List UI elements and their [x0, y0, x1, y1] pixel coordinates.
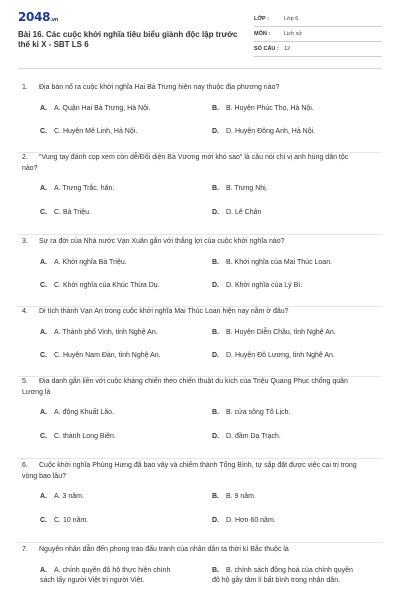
question-prompt: Di tích thành Vạn An trong cuộc khởi nghĩa Mai Thúc Loan hiện nay nằm ở đâu?	[39, 308, 289, 315]
option-letter: C.	[40, 352, 47, 359]
question-number: 4.	[22, 308, 28, 315]
option-text: B. Huyện Diễn Châu, tỉnh Nghệ An.	[226, 329, 336, 336]
info-row-subject: MÔN : Lịch sử	[254, 27, 382, 42]
answer-option-c[interactable]	[40, 516, 185, 526]
option-text: A. 3 năm.	[54, 493, 84, 500]
answer-option-c[interactable]	[40, 208, 185, 218]
option-letter: A.	[40, 567, 47, 574]
option-text: D. Lê Chân	[226, 209, 262, 216]
option-text: A. Trưng Trắc. hăn.	[54, 185, 115, 192]
option-text: C. Huyện Mê Linh, Hà Nội.	[54, 128, 138, 135]
answer-option-b[interactable]	[212, 566, 357, 586]
answer-option-d[interactable]	[212, 516, 357, 526]
question-number: 7.	[22, 546, 28, 553]
option-text: A. Quận Hai Bà Trưng, Hà Nội.	[54, 105, 151, 112]
option-letter: D.	[212, 433, 219, 440]
option-letter: C.	[40, 282, 47, 289]
option-letter: C.	[40, 433, 47, 440]
question-divider	[18, 542, 382, 543]
answer-option-a[interactable]	[40, 184, 185, 194]
question-text	[22, 544, 362, 555]
option-text: A. chính quyền đô hộ thực hiện chính sách lấy người Việt trị người Việt.	[40, 567, 171, 584]
answer-option-b[interactable]	[212, 408, 357, 418]
option-letter: D.	[212, 128, 219, 135]
question-number: 1.	[22, 84, 28, 91]
answer-option-a[interactable]	[40, 104, 185, 114]
question-number: 3.	[22, 238, 28, 245]
question-prompt: Địa bàn nổ ra cuộc khởi nghĩa Hai Bà Trưng hiện nay thuộc địa phương nào?	[39, 84, 280, 91]
option-letter: C.	[40, 209, 47, 216]
answer-option-d[interactable]	[212, 281, 357, 291]
option-letter: B.	[212, 409, 219, 416]
option-text: A. động Khuất Lão.	[54, 409, 114, 416]
option-letter: D.	[212, 209, 219, 216]
answer-option-d[interactable]	[212, 127, 357, 137]
option-text: C. Huyện Nam Đàn, tỉnh Nghệ An.	[54, 352, 161, 359]
option-letter: B.	[212, 329, 219, 336]
option-letter: C.	[40, 128, 47, 135]
option-text: B. Huyện Phúc Thọ, Hà Nội.	[226, 105, 314, 112]
answer-option-a[interactable]	[40, 566, 185, 586]
option-letter: A.	[40, 329, 47, 336]
header-divider	[18, 68, 382, 69]
answer-option-a[interactable]	[40, 408, 185, 418]
question-divider	[18, 234, 382, 235]
answer-option-b[interactable]	[212, 258, 357, 268]
answer-option-b[interactable]	[212, 328, 357, 338]
question-number: 6.	[22, 462, 28, 469]
option-text: C. Bà Triệu.	[54, 209, 91, 216]
option-text: B. cửa sông Tô Lịch.	[226, 409, 291, 416]
option-text: C. thành Long Biên.	[54, 433, 116, 440]
answer-option-a[interactable]	[40, 258, 185, 268]
site-logo[interactable]: 2048.vn	[18, 10, 59, 24]
answer-option-b[interactable]	[212, 104, 357, 114]
question-prompt: Cuộc khởi nghĩa Phùng Hưng đã bao vây và chiếm thành Tống Bình, tự sắp đặt được việc cai trị trong vòng bao lâu?	[22, 462, 357, 480]
option-letter: A.	[40, 493, 47, 500]
question-prompt: Địa danh gắn liền với cuộc kháng chiến theo chiến thuật du kích của Triệu Quang Phục chống quân Lương là	[22, 378, 348, 396]
option-text: D. đầm Dạ Trạch.	[226, 433, 281, 440]
question-text	[22, 376, 362, 398]
option-letter: D.	[212, 282, 219, 289]
option-text: B. chính sách đồng hoá của chính quyền đô hộ gây tâm lí bất bình trong nhân dân.	[212, 567, 353, 584]
question-prompt: "Vung tay đánh cọp xem còn dễ/Đối diện Bà Vương mới khó sao" là câu nói chỉ vị anh hùng dân tộc nào?	[22, 154, 349, 172]
question-number: 2.	[22, 154, 28, 161]
option-letter: A.	[40, 409, 47, 416]
option-letter: B.	[212, 185, 219, 192]
option-letter: B.	[212, 567, 219, 574]
option-letter: A.	[40, 185, 47, 192]
option-text: A. Thành phố Vinh, tỉnh Nghệ An.	[54, 329, 158, 336]
option-text: C. Khởi nghĩa của Khúc Thừa Dụ.	[54, 282, 160, 289]
answer-option-c[interactable]	[40, 432, 185, 442]
answer-option-c[interactable]	[40, 281, 185, 291]
option-text: A. Khởi nghĩa Bà Triệu.	[54, 259, 127, 266]
option-text: D. Huyện Đông Anh, Hà Nội.	[226, 128, 316, 135]
answer-option-a[interactable]	[40, 492, 185, 502]
question-text	[22, 460, 362, 482]
answer-option-d[interactable]	[212, 208, 357, 218]
option-text: C. 10 năm.	[54, 517, 89, 524]
question-prompt: Sự ra đời của Nhà nước Vạn Xuân gắn với thắng lợi của cuộc khởi nghĩa nào?	[39, 238, 285, 245]
option-letter: B.	[212, 259, 219, 266]
option-letter: D.	[212, 352, 219, 359]
option-letter: B.	[212, 493, 219, 500]
question-text	[22, 236, 362, 247]
question-text	[22, 82, 362, 93]
info-row-grade: LỚP : Lớp 6	[254, 12, 382, 27]
page-title: Bài 16. Các cuộc khởi nghĩa tiêu biểu giành độc lập trước thế kỉ X - SBT LS 6	[18, 30, 238, 49]
option-text: B. 9 năm.	[226, 493, 256, 500]
question-text	[22, 152, 362, 174]
answer-option-c[interactable]	[40, 127, 185, 137]
question-text	[22, 306, 362, 317]
option-text: D. Khởi nghĩa của Lý Bí.	[226, 282, 303, 289]
option-text: D. Hơn 60 năm.	[226, 517, 276, 524]
option-letter: B.	[212, 105, 219, 112]
info-panel	[254, 12, 382, 57]
answer-option-a[interactable]	[40, 328, 185, 338]
option-letter: D.	[212, 517, 219, 524]
answer-option-c[interactable]	[40, 351, 185, 361]
answer-option-d[interactable]	[212, 432, 357, 442]
option-text: B. Khởi nghĩa của Mai Thúc Loan.	[226, 259, 333, 266]
question-prompt: Nguyên nhân dẫn đến phong trào đấu tranh của nhân dân ta thời kì Bắc thuộc là	[39, 546, 289, 553]
question-number: 5.	[22, 378, 28, 385]
option-text: B. Trưng Nhị.	[226, 185, 268, 192]
worksheet-header	[0, 0, 400, 68]
answer-option-b[interactable]	[212, 492, 357, 502]
option-text: D. Huyện Đô Lương, tỉnh Nghệ An.	[226, 352, 335, 359]
question-divider	[18, 458, 382, 459]
answer-option-d[interactable]	[212, 351, 357, 361]
option-letter: A.	[40, 259, 47, 266]
answer-option-b[interactable]	[212, 184, 357, 194]
option-letter: A.	[40, 105, 47, 112]
option-letter: C.	[40, 517, 47, 524]
info-row-count: SỐ CÂU : 12	[254, 42, 382, 57]
